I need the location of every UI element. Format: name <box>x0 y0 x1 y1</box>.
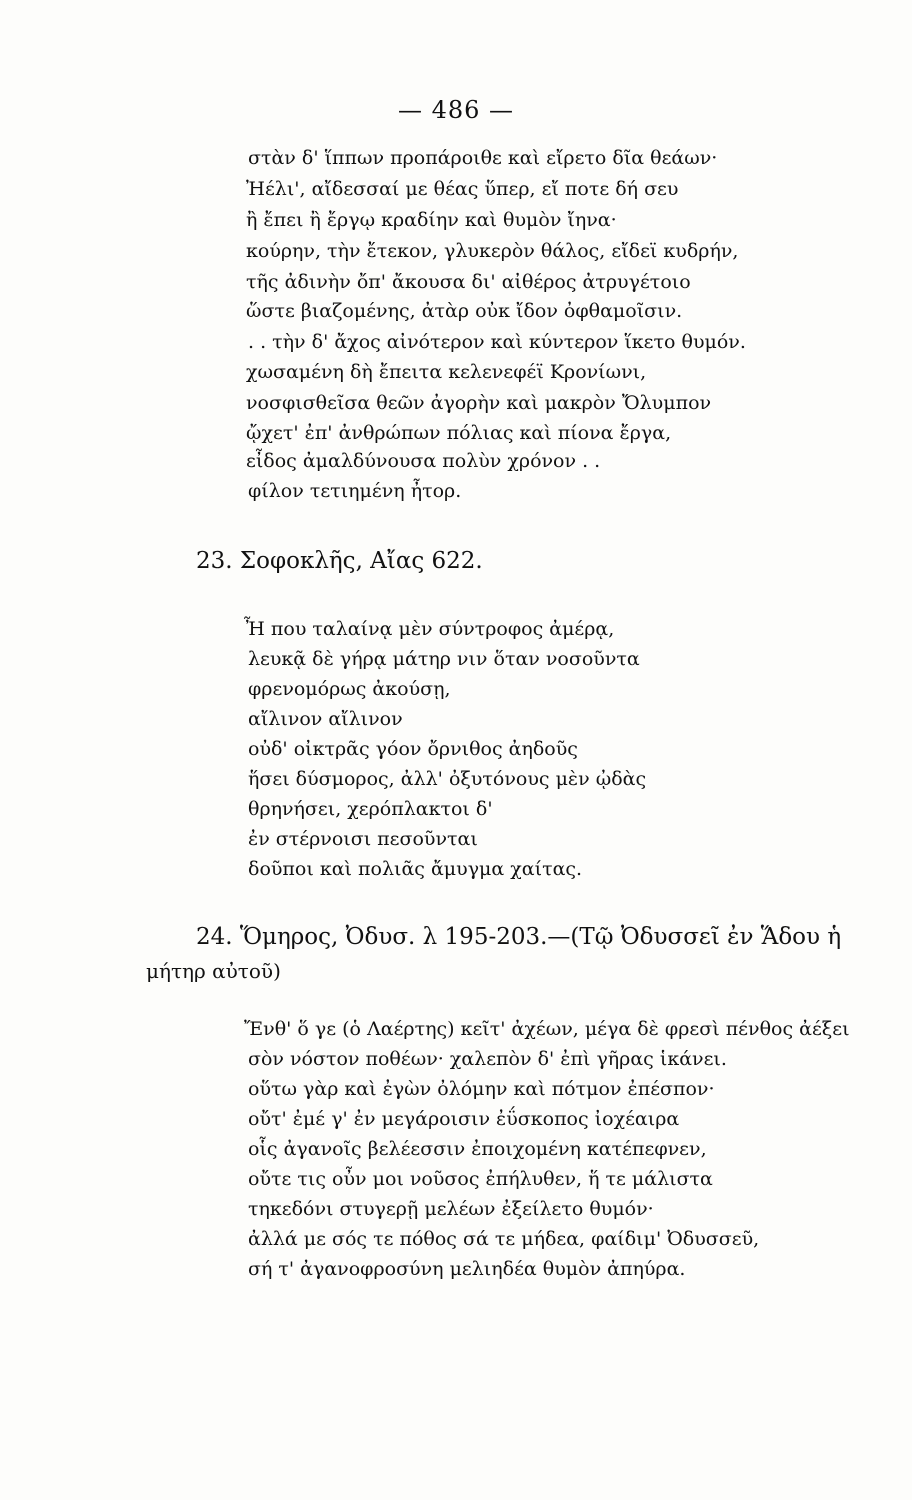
section-heading-continuation: μήτηρ αὐτοῦ) <box>146 959 281 983</box>
verse-line: . . τὴν δ' ἄχος αἰνότερον καὶ κύντερον ἵκετο θυμόν. <box>248 331 746 353</box>
verse-line: ἀλλά με σός τε πόθος σά τε μήδεα, φαίδιμ' Ὀδυσσεῦ, <box>248 1228 760 1250</box>
verse-line: Ἔνθ' ὅ γε (ὁ Λαέρτης) κεῖτ' ἀχέων, μέγα δὲ φρεσὶ πένθος ἀέξει <box>244 1018 850 1040</box>
verse-line: ἐν στέρνοισι πεσοῦνται <box>248 828 478 850</box>
verse-line: σή τ' ἀγανοφροσύνη μελιηδέα θυμὸν ἀπηύρα. <box>248 1258 686 1280</box>
verse-line: ἢ ἔπει ἢ ἔργῳ κραδίην καὶ θυμὸν ἴηνα· <box>246 209 617 231</box>
verse-line: οἷς ἀγανοῖς βελέεσσιν ἐποιχομένη κατέπεφνεν, <box>248 1138 707 1160</box>
verse-line: νοσφισθεῖσα θεῶν ἀγορὴν καὶ μακρὸν Ὄλυμπον <box>246 392 712 414</box>
verse-line: ᾤχετ' ἐπ' ἀνθρώπων πόλιας καὶ πίονα ἔργα, <box>246 422 672 444</box>
verse-line: χωσαμένη δὴ ἔπειτα κελενεφέϊ Κρονίωνι, <box>246 361 647 383</box>
verse-line: δοῦποι καὶ πολιᾶς ἄμυγμα χαίτας. <box>248 858 583 880</box>
verse-line: θρηνήσει, χερόπλακτοι δ' <box>248 798 493 820</box>
section-heading: 24. Ὅμηρος, Ὀδυσ. λ 195-203.—(Τῷ Ὀδυσσεῖ ἐν Ἅδου ἡ <box>196 924 842 950</box>
verse-line: οὕτω γὰρ καὶ ἐγὼν ὀλόμην καὶ πότμον ἐπέσπον· <box>248 1078 715 1100</box>
verse-line: Ἦ που ταλαίνᾳ μὲν σύντροφος ἀμέρᾳ, <box>244 618 615 640</box>
verse-line: φίλον τετιημένη ἦτορ. <box>248 480 462 502</box>
verse-line: σὸν νόστον ποθέων· χαλεπὸν δ' ἐπὶ γῆρας ἱκάνει. <box>248 1048 727 1070</box>
verse-line: οὔτε τις οὖν μοι νοῦσος ἐπήλυθεν, ἥ τε μάλιστα <box>248 1168 713 1190</box>
verse-line: κούρην, τὴν ἔτεκον, γλυκερὸν θάλος, εἴδεϊ κυδρήν, <box>246 240 739 262</box>
verse-line: τῆς ἀδινὴν ὄπ' ἄκουσα δι' αἰθέρος ἀτρυγέτοιο <box>246 271 691 293</box>
verse-line: ἥσει δύσμορος, ἀλλ' ὀξυτόνους μὲν ᾠδὰς <box>248 768 647 790</box>
page-number: — 486 — <box>397 96 515 124</box>
verse-line: ὥστε βιαζομένης, ἀτὰρ οὐκ ἴδον ὀφθαμοῖσιν. <box>246 300 683 322</box>
verse-line: φρενομόρως ἀκούσῃ, <box>248 678 451 700</box>
verse-line: Ἠέλι', αἴδεσσαί με θέας ὕπερ, εἴ ποτε δή σευ <box>246 178 679 200</box>
verse-line: οὔτ' ἐμέ γ' ἐν μεγάροισιν ἐΰσκοπος ἰοχέαιρα <box>248 1108 680 1130</box>
verse-line: τηκεδόνι στυγερῇ μελέων ἐξείλετο θυμόν· <box>248 1198 654 1220</box>
verse-line: οὐδ' οἰκτρᾶς γόον ὄρνιθος ἀηδοῦς <box>248 738 578 760</box>
verse-line: αἴλινον αἴλινον <box>248 708 403 730</box>
section-heading: 23. Σοφοκλῆς, Αἴας 622. <box>196 548 483 574</box>
verse-line: λευκᾷ δὲ γήρᾳ μάτηρ νιν ὅταν νοσοῦντα <box>248 648 640 670</box>
verse-line: στὰν δ' ἵππων προπάροιθε καὶ εἴρετο δῖα θεάων· <box>248 147 718 169</box>
verse-line: εἶδος ἀμαλδύνουσα πολὺν χρόνον . . <box>246 450 601 472</box>
